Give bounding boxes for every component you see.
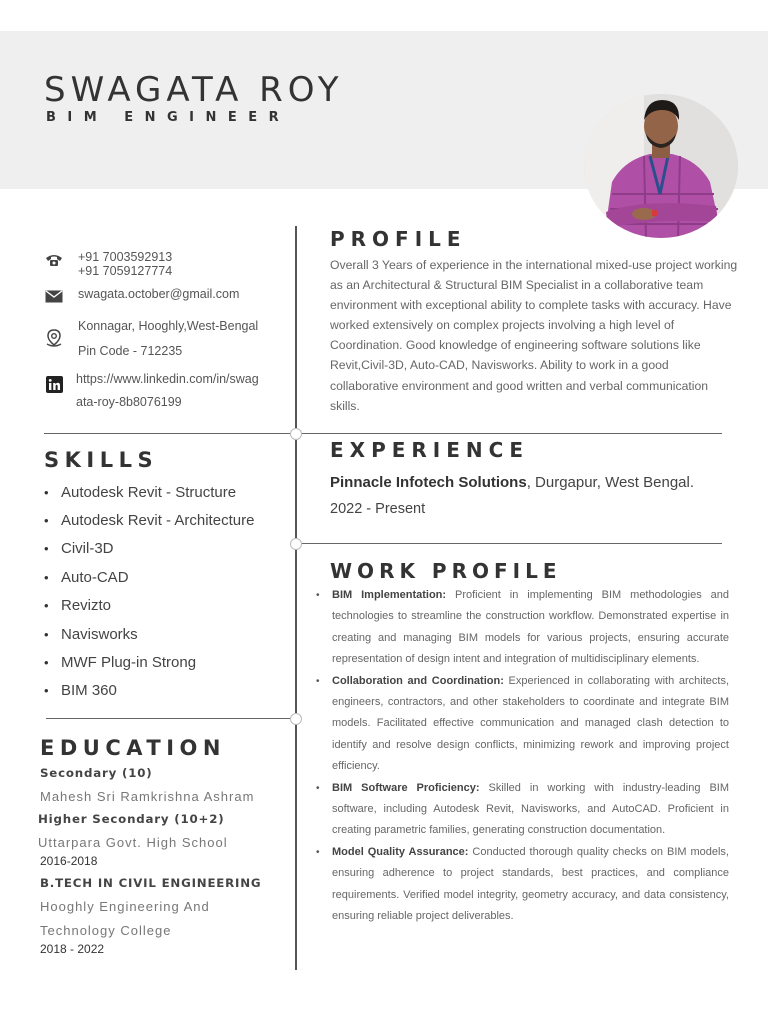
list-item: • Autodesk Revit - Structure bbox=[44, 483, 237, 501]
location-icon bbox=[44, 328, 64, 348]
list-item: • Model Quality Assurance: Conducted thorough quality checks on BIM models, ensuring adherence to project standards, best practices, and compliance requirements. Verified model integrity, geometry accuracy, and data consistency, ensuring reliable project deliverables. bbox=[316, 845, 729, 923]
profile-summary: Overall 3 Years of experience in the international mixed-use project working as an Architectural & Structural BIM Specialist in a collaborative team environment with exceptional ability to complete tasks with accuracy. Have worked extensively on complex projects involving a high level of Coordination. Good knowledge of engineering software solutions like Revit,Civil-3D, Auto-CAD, Navisworks. Ability to work in a good collaborative environment and good written and verbal communication skills. bbox=[330, 258, 738, 413]
linkedin-icon bbox=[44, 374, 64, 394]
experience-company-line bbox=[330, 474, 694, 491]
divider-left-2 bbox=[46, 718, 296, 719]
list-item: • MWF Plug-in Strong bbox=[44, 654, 197, 672]
company-location: , Durgapur, West Bengal. bbox=[526, 474, 695, 491]
list-item: • Collaboration and Coordination: Experienced in collaborating with architects, engineers, contractors, and other stakeholders to coordinate and integrate BIM models. Facilitated effective communication and managed clash detection to identify and resolve design conflicts, minimizing rework and improving project efficiency. bbox=[316, 674, 730, 773]
contact-phone bbox=[44, 250, 172, 278]
contact-address bbox=[44, 314, 258, 364]
list-item: • Autodesk Revit - Architecture bbox=[44, 512, 255, 530]
edu-higher-school: Uttarpara Govt. High School bbox=[38, 835, 228, 850]
list-item: • Navisworks bbox=[44, 625, 138, 643]
contact-email bbox=[44, 286, 239, 306]
edu-btech-years: 2018 - 2022 bbox=[40, 942, 105, 956]
edu-btech-college-1: Hooghly Engineering And bbox=[40, 899, 210, 914]
profile-photo bbox=[584, 94, 738, 238]
experience-title: EXPERIENCE bbox=[330, 438, 529, 462]
work-profile-list bbox=[316, 585, 729, 928]
list-item: • BIM 360 bbox=[44, 682, 117, 700]
divider-right-2 bbox=[300, 543, 722, 544]
edu-secondary-label: Secondary (10) bbox=[40, 766, 153, 780]
edu-higher-label: Higher Secondary (10+2) bbox=[38, 812, 225, 826]
company-name: Pinnacle Infotech Solutions bbox=[330, 474, 527, 491]
contact-linkedin bbox=[44, 368, 259, 414]
phone-icon bbox=[44, 250, 64, 270]
edu-btech-college-2: Technology College bbox=[40, 923, 172, 938]
email-icon bbox=[44, 286, 64, 306]
divider-dot bbox=[290, 428, 302, 440]
edu-secondary-school: Mahesh Sri Ramkrishna Ashram bbox=[40, 789, 255, 804]
phone-number-2[interactable]: +91 7059127774 bbox=[78, 264, 173, 278]
linkedin-url-line-1[interactable]: https://www.linkedin.com/in/swag bbox=[76, 372, 259, 386]
divider-dot bbox=[290, 713, 302, 725]
experience-years: 2022 - Present bbox=[330, 501, 426, 517]
candidate-name: SWAGATA ROY bbox=[44, 70, 344, 110]
skills-list bbox=[44, 478, 254, 705]
profile-title: PROFILE bbox=[330, 227, 467, 251]
email-link[interactable]: swagata.october@gmail.com bbox=[78, 287, 240, 301]
column-divider bbox=[295, 226, 297, 970]
edu-btech-label: B.TECH IN CIVIL ENGINEERING bbox=[40, 876, 262, 890]
education-title: EDUCATION bbox=[40, 736, 226, 760]
list-item: • BIM Software Proficiency: Skilled in working with industry-leading BIM software, including Autodesk Revit, Navisworks, and AutoCAD. Proficient in creating parametric families, generating construction documentation. bbox=[316, 781, 729, 837]
candidate-role: BIM ENGINEER bbox=[46, 110, 291, 125]
linkedin-url-line-2[interactable]: ata-roy-8b8076199 bbox=[76, 395, 182, 409]
address-line-2: Pin Code - 712235 bbox=[78, 344, 183, 358]
phone-number-1[interactable]: +91 7003592913 bbox=[78, 250, 173, 264]
divider-right-1 bbox=[300, 433, 722, 434]
list-item: • BIM Implementation: Proficient in implementing BIM methodologies and technologies to streamline the construction workflow. Demonstrated expertise in creating and managing BIM models for various projects, ensuring accurate representation of design intent and integration of multidisciplinary elements. bbox=[316, 589, 729, 666]
divider-left-1 bbox=[44, 433, 296, 434]
edu-higher-years: 2016-2018 bbox=[40, 854, 98, 868]
divider-dot bbox=[290, 538, 302, 550]
address-line-1: Konnagar, Hooghly,West-Bengal bbox=[78, 319, 259, 333]
work-profile-title: WORK PROFILE bbox=[330, 559, 562, 583]
list-item: • Revizto bbox=[44, 597, 112, 615]
skills-title: SKILLS bbox=[44, 448, 159, 472]
list-item: • Civil-3D bbox=[44, 540, 114, 558]
list-item: • Auto-CAD bbox=[44, 568, 129, 586]
